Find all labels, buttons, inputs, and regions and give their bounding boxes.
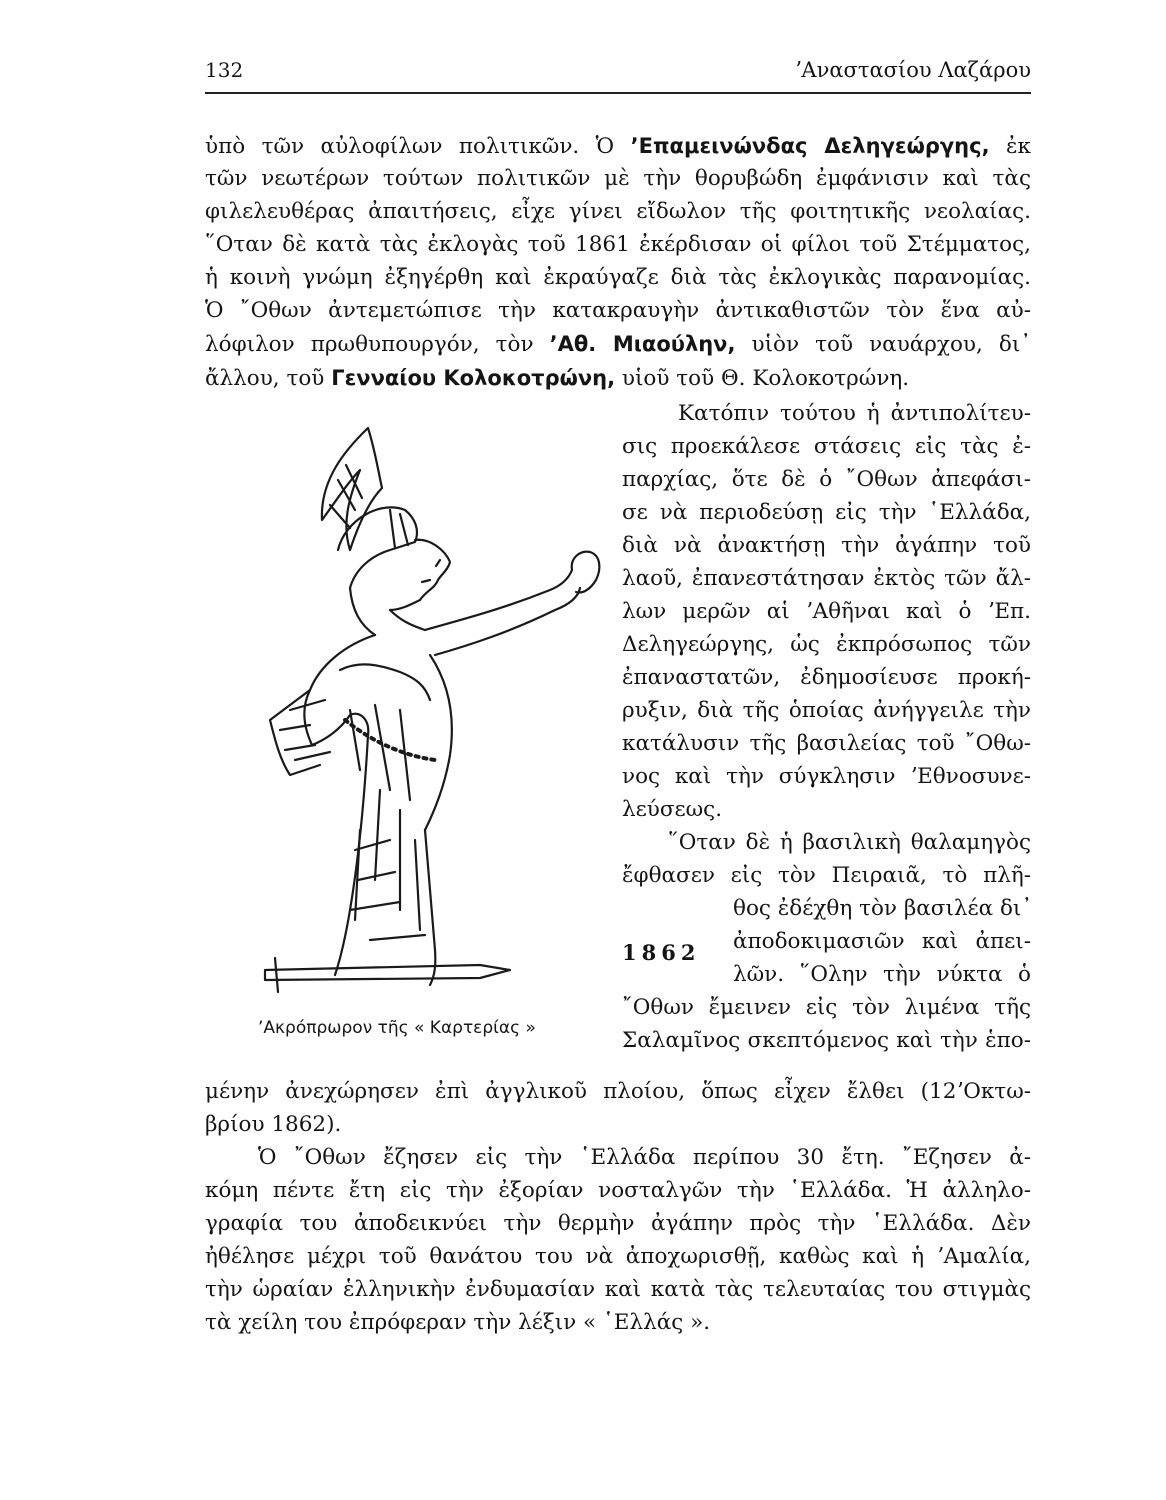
page-number: 132 <box>205 58 244 82</box>
running-title: ʼΑναστασίου Λαζάρου <box>794 58 1031 82</box>
column-line: λων μερῶν αἱ ʼΑθῆναι καὶ ὁ ʼΕπ. <box>622 599 1031 624</box>
text-line: λόφιλον πρωθυπουργόν, τὸν ʼΑθ. Μιαούλην, υἱὸν τοῦ ναυάρχου, δι᾽ <box>205 332 1032 357</box>
margin-year: 1862 <box>622 940 701 965</box>
text-line: ῞Οταν δὲ κατὰ τὰς ἐκλογὰς τοῦ 1861 ἐκέρδισαν οἱ φίλοι τοῦ Στέμματος, <box>205 232 1031 257</box>
page-header <box>205 58 1031 90</box>
text-line: γραφία του ἀποδεικνύει τὴν θερμὴν ἀγάπην πρὸς τὴν ῾Ελλάδα. Δὲν <box>205 1211 1031 1236</box>
column-line: σις προεκάλεσε στάσεις εἰς τὰς ἐ- <box>622 434 1031 459</box>
text-line: Ὁ ῎Οθων ἀντεμετώπισε τὴν κατακραυγὴν ἀντικαθιστῶν τὸν ἕνα αὐ- <box>205 298 1031 323</box>
column-line: ἀποδοκιμασιῶν καὶ ἀπει- <box>733 929 1031 954</box>
column-line: λεύσεως. <box>622 797 723 822</box>
column-line: ῎Οθων ἔμεινεν εἰς τὸν λιμένα τῆς <box>622 995 1031 1020</box>
text-line: Ὁ ῎Οθων ἔζησεν εἰς τὴν ῾Ελλάδα περίπου 30 ἔτη. ῎Εζησεν ἀ- <box>258 1145 1031 1170</box>
column-line: ρυξιν, διὰ τῆς ὁποίας ἀνήγγειλε τὴν <box>622 698 1031 723</box>
text-line: κόμη πέντε ἔτη εἰς τὴν ἐξορίαν νοσταλγῶν τὴν ῾Ελλάδα. Ἡ ἀλληλο- <box>205 1178 1031 1203</box>
text-line: τῶν νεωτέρων τούτων πολιτικῶν μὲ τὴν θορυβώδη ἐμφάνισιν καὶ τὰς <box>205 166 1031 191</box>
text-line: βρίου 1862). <box>205 1112 342 1137</box>
text-line: ἡ κοινὴ γνώμη ἐξηγέρθη καὶ ἐκραύγαζε διὰ τὰς ἐκλογικὰς παρανομίας. <box>205 265 1031 290</box>
text-line: μένην ἀνεχώρησεν ἐπὶ ἀγγλικοῦ πλοίου, ὅπως εἶχεν ἔλθει (12ʼΟκτω- <box>205 1079 1031 1104</box>
column-line: λαοῦ, ἐπανεστάτησαν ἐκτὸς τῶν ἄλ- <box>622 566 1031 591</box>
column-line: κατάλυσιν τῆς βασιλείας τοῦ ῎Οθω- <box>622 731 1031 756</box>
column-line: ἔφθασεν εἰς τὸν Πειραιᾶ, τὸ πλῆ- <box>622 863 1031 888</box>
bold-name: Γενναίου Κολοκοτρώνη, <box>331 366 616 390</box>
bold-name: ʼΕπαμεινώνδας Δεληγεώργης, <box>630 134 990 158</box>
column-line: θος ἐδέχθη τὸν βασιλέα δι᾽ <box>733 896 1033 921</box>
bold-name: ʼΑθ. Μιαούλην, <box>549 332 736 356</box>
column-line: Δεληγεώργης, ὡς ἐκπρόσωπος τῶν <box>622 632 1031 657</box>
column-line: ῞Οταν δὲ ἡ βασιλικὴ θαλαμηγὸς <box>668 830 1031 855</box>
column-line: λῶν. ῞Ολην τὴν νύκτα ὁ <box>733 962 1031 987</box>
text-line: φιλελευθέρας ἀπαιτήσεις, εἶχε γίνει εἴδωλον τῆς φοιτητικῆς νεολαίας. <box>205 199 1031 224</box>
column-line: Κατόπιν τούτου ἡ ἀντιπολίτευ- <box>678 401 1031 426</box>
column-line: παρχίας, ὅτε δὲ ὁ ῎Οθων ἀπεφάσι- <box>622 467 1031 492</box>
figure-caption: ʼΑκρόπρωρον τῆς « Καρτερίας » <box>258 1018 536 1038</box>
text-line: ἄλλου, τοῦ Γενναίου Κολοκοτρώνη, υἱοῦ τοῦ Θ. Κολοκοτρώνη. <box>205 366 910 391</box>
column-line: ἐπαναστατῶν, ἐδημοσίευσε προκή- <box>622 665 1031 690</box>
column-line: διὰ νὰ ἀνακτήσῃ τὴν ἀγάπην τοῦ <box>622 533 1031 558</box>
header-rule <box>205 92 1031 94</box>
text-line: τὴν ὡραίαν ἑλληνικὴν ἐνδυμασίαν καὶ κατὰ τὰς τελευταίας του στιγμὰς <box>205 1277 1031 1302</box>
column-line: Σαλαμῖνος σκεπτόμενος καὶ τὴν ἑπο- <box>622 1028 1031 1053</box>
figurehead-illustration <box>250 410 620 1010</box>
column-line: νος καὶ τὴν σύγκλησιν ʼΕθνοσυνε- <box>622 764 1031 789</box>
text-line: ὑπὸ τῶν αὐλοφίλων πολιτικῶν. Ὁ ʼΕπαμεινώνδας Δεληγεώργης, ἐκ <box>205 134 1031 159</box>
text-line: ἠθέλησε μέχρι τοῦ θανάτου του νὰ ἀποχωρισθῇ, καθὼς καὶ ἡ ʼΑμαλία, <box>205 1244 1031 1269</box>
column-line: σε νὰ περιοδεύσῃ εἰς τὴν ῾Ελλάδα, <box>622 500 1031 525</box>
text-line: τὰ χείλη του ἐπρόφεραν τὴν λέξιν « ῾Ελλάς ». <box>205 1310 711 1335</box>
